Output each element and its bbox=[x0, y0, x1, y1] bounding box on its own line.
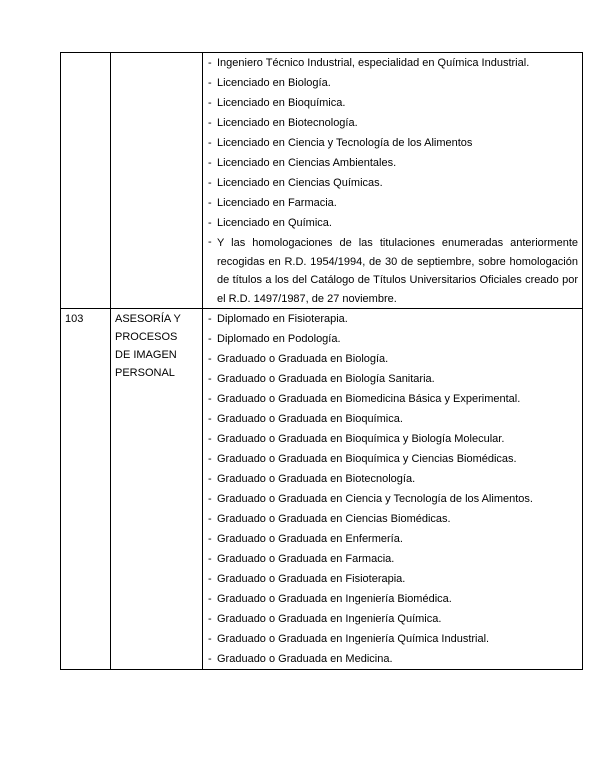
list-item: - Graduado o Graduada en Biología Sanitaria. bbox=[208, 369, 578, 389]
list-item: - Graduado o Graduada en Ciencia y Tecnología de los Alimentos. bbox=[208, 489, 578, 509]
degree-equivalence-table bbox=[60, 52, 583, 670]
degrees-cell bbox=[203, 309, 583, 670]
professional-family-label bbox=[115, 53, 198, 54]
list-item: - Licenciado en Farmacia. bbox=[208, 193, 578, 213]
list-item: - Graduado o Graduada en Bioquímica y Ciencias Biomédicas. bbox=[208, 449, 578, 469]
list-item: - Graduado o Graduada en Ingeniería Química Industrial. bbox=[208, 629, 578, 649]
list-item: - Graduado o Graduada en Ciencias Biomédicas. bbox=[208, 509, 578, 529]
degrees-cell bbox=[203, 53, 583, 309]
list-item: - Graduado o Graduada en Biomedicina Básica y Experimental. bbox=[208, 389, 578, 409]
professional-family-label: ASESORÍA Y PROCESOS DE IMAGEN PERSONAL bbox=[115, 313, 181, 379]
list-item: - Graduado o Graduada en Fisioterapia. bbox=[208, 569, 578, 589]
list-item: - Graduado o Graduada en Biología. bbox=[208, 349, 578, 369]
list-item: - Licenciado en Biología. bbox=[208, 73, 578, 93]
table-row bbox=[61, 53, 583, 309]
table-row bbox=[61, 309, 583, 670]
list-item: - Licenciado en Química. bbox=[208, 213, 578, 233]
degree-list bbox=[203, 53, 582, 308]
family-cell bbox=[111, 309, 203, 670]
list-item: - Y las homologaciones de las titulaciones enumeradas anteriormente recogidas en R.D. 1954/1994, de 30 de septiembre, sobre homologación de títulos a los del Catálogo de Títulos Universitarios Oficiales creado por el R.D. 1497/1987, de 27 noviembre. bbox=[208, 233, 578, 308]
list-item: - Graduado o Graduada en Farmacia. bbox=[208, 549, 578, 569]
degree-list bbox=[203, 309, 582, 669]
code-cell bbox=[61, 53, 111, 309]
list-item: - Licenciado en Ciencias Ambientales. bbox=[208, 153, 578, 173]
list-item: - Graduado o Graduada en Enfermería. bbox=[208, 529, 578, 549]
list-item: - Licenciado en Ciencias Químicas. bbox=[208, 173, 578, 193]
list-item: - Licenciado en Bioquímica. bbox=[208, 93, 578, 113]
list-item: - Graduado o Graduada en Bioquímica y Biología Molecular. bbox=[208, 429, 578, 449]
code-cell: 103 bbox=[61, 309, 111, 670]
list-item: - Graduado o Graduada en Ingeniería Biomédica. bbox=[208, 589, 578, 609]
list-item: - Diplomado en Podología. bbox=[208, 329, 578, 349]
list-item: - Licenciado en Biotecnología. bbox=[208, 113, 578, 133]
list-item: - Licenciado en Ciencia y Tecnología de los Alimentos bbox=[208, 133, 578, 153]
list-item: - Graduado o Graduada en Bioquímica. bbox=[208, 409, 578, 429]
list-item: - Ingeniero Técnico Industrial, especialidad en Química Industrial. bbox=[208, 53, 578, 73]
family-cell bbox=[111, 53, 203, 309]
list-item: - Graduado o Graduada en Biotecnología. bbox=[208, 469, 578, 489]
list-item: - Diplomado en Fisioterapia. bbox=[208, 309, 578, 329]
list-item: - Graduado o Graduada en Ingeniería Química. bbox=[208, 609, 578, 629]
list-item: - Graduado o Graduada en Medicina. bbox=[208, 649, 578, 669]
